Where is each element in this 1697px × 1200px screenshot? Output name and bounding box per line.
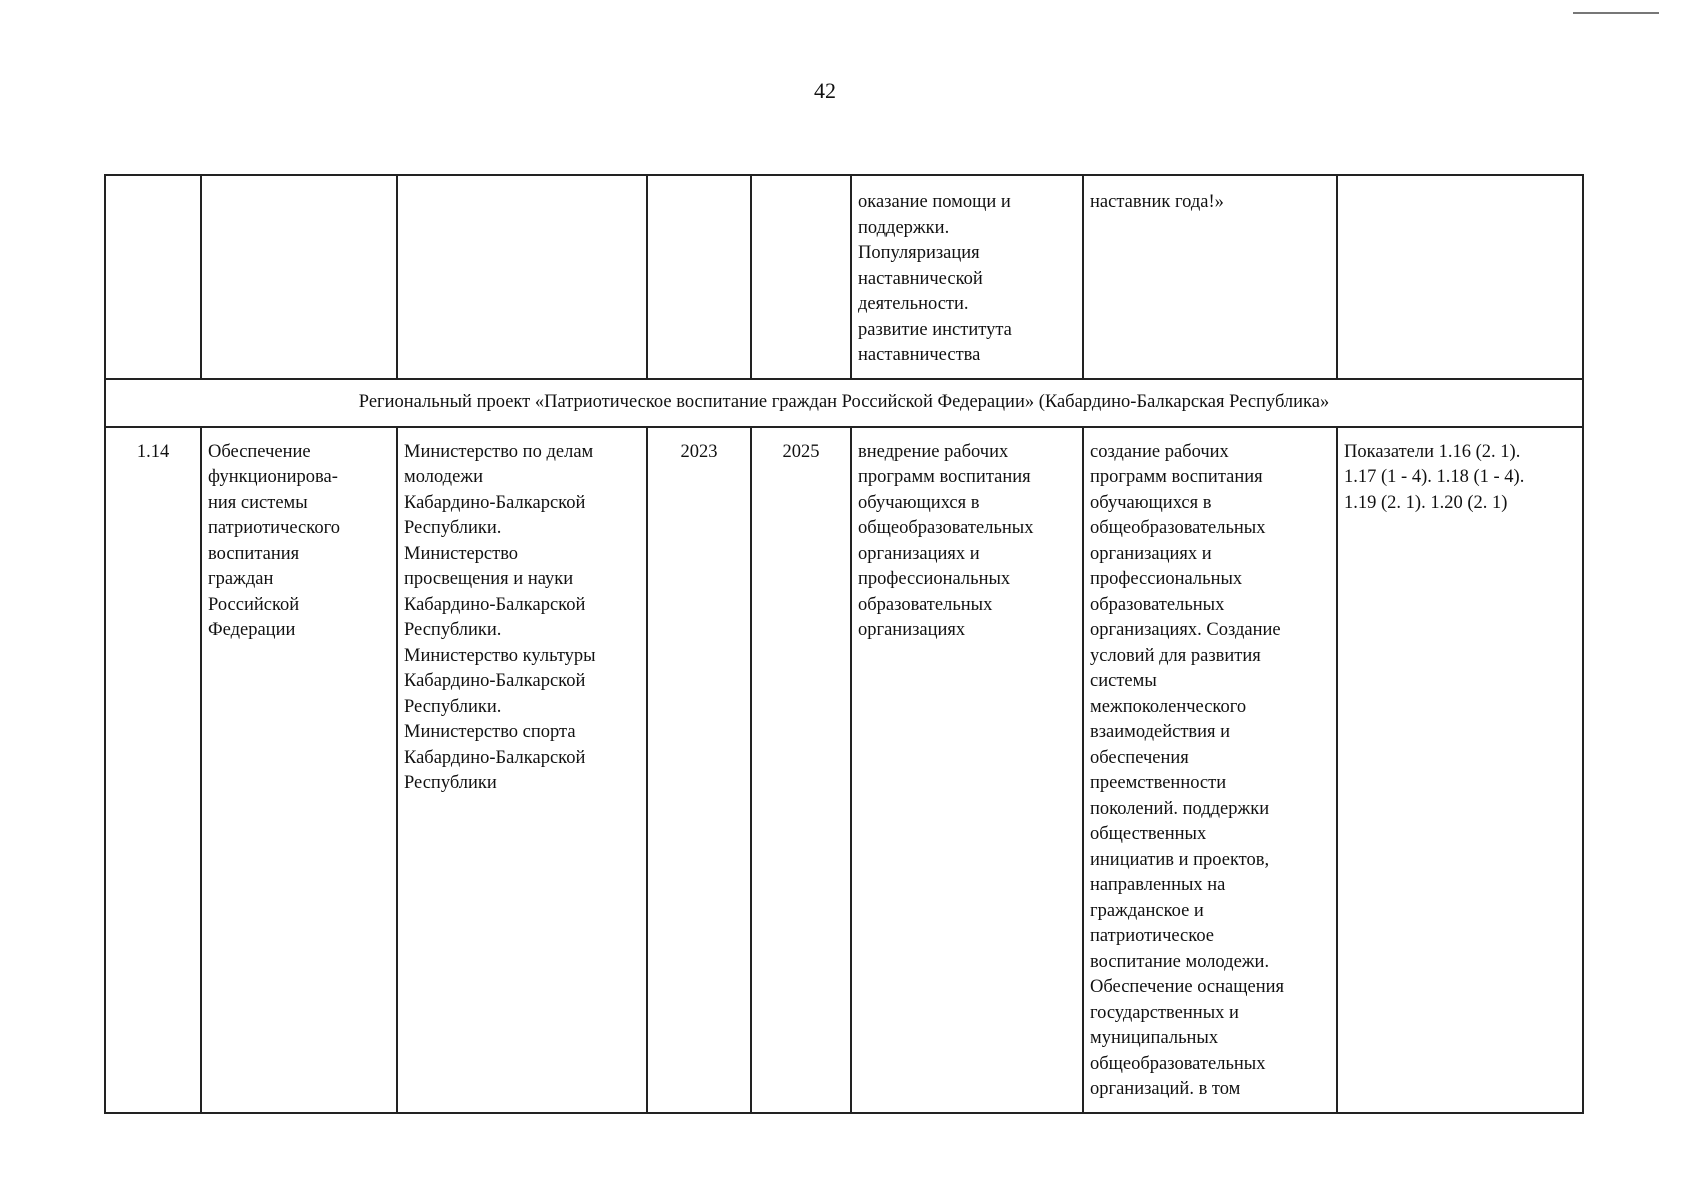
table-row-continued xyxy=(105,175,1583,379)
description-text: внедрение рабочих программ воспитания обучающихся в общеобразовательных организациях и профессиональных образовательных организациях xyxy=(858,441,1034,640)
cell-indicators-empty xyxy=(1337,175,1583,379)
result-text: наставник года!» xyxy=(1090,192,1224,212)
cell-executors xyxy=(397,427,647,1113)
cell-indicators xyxy=(1337,427,1583,1113)
cell-result xyxy=(1083,427,1337,1113)
indicators-text: Показатели 1.16 (2. 1). 1.17 (1 - 4). 1.18 (1 - 4). 1.19 (2. 1). 1.20 (2. 1) xyxy=(1344,441,1525,513)
section-header-row xyxy=(105,379,1583,427)
start-year: 2023 xyxy=(680,441,718,462)
cell-start-empty xyxy=(647,175,751,379)
description-text: оказание помощи и поддержки. Популяризация наставнической деятельности. развитие института наставничества xyxy=(858,192,1012,365)
row-number: 1.14 xyxy=(136,441,170,462)
cell-result xyxy=(1083,175,1337,379)
cell-name xyxy=(201,427,397,1113)
page-number: 42 xyxy=(814,78,836,103)
section-header: Региональный проект «Патриотическое воспитание граждан Российской Федерации» (Кабардино-Балкарская Республика» xyxy=(105,379,1583,427)
end-year: 2025 xyxy=(782,441,820,462)
cell-description xyxy=(851,175,1083,379)
activity-name: Обеспечение функционирова- ния системы патриотического воспитания граждан Российской Федерации xyxy=(208,441,340,640)
cell-number-empty xyxy=(105,175,201,379)
cell-end-year xyxy=(751,427,851,1113)
cell-name-empty xyxy=(201,175,397,379)
cell-start-year xyxy=(647,427,751,1113)
cell-executors-empty xyxy=(397,175,647,379)
table-row-1-14 xyxy=(105,427,1583,1113)
cell-end-empty xyxy=(751,175,851,379)
activities-table xyxy=(104,174,1584,1114)
cell-description xyxy=(851,427,1083,1113)
executors-text: Министерство по делам молодежи Кабардино-Балкарской Республики. Министерство просвещения и науки Кабардино-Балкарской Республики. Министерство культуры Кабардино-Балкарской Республики. Министерство спорта Кабардино-Балкарской Республики xyxy=(404,441,596,793)
scan-artifact-line xyxy=(1573,12,1659,14)
result-text: создание рабочих программ воспитания обучающихся в общеобразовательных организациях и профессиональных образовательных организациях. Создание условий для развития системы межпоколенческого взаимодействия и обеспечения преемственности поколений. поддержки общественных инициатив и проектов, направленных на гражданское и патриотическое воспитание молодежи. Обеспечение оснащения государственных и муниципальных общеобразовательных организаций. в том xyxy=(1090,441,1285,1099)
cell-number xyxy=(105,427,201,1113)
